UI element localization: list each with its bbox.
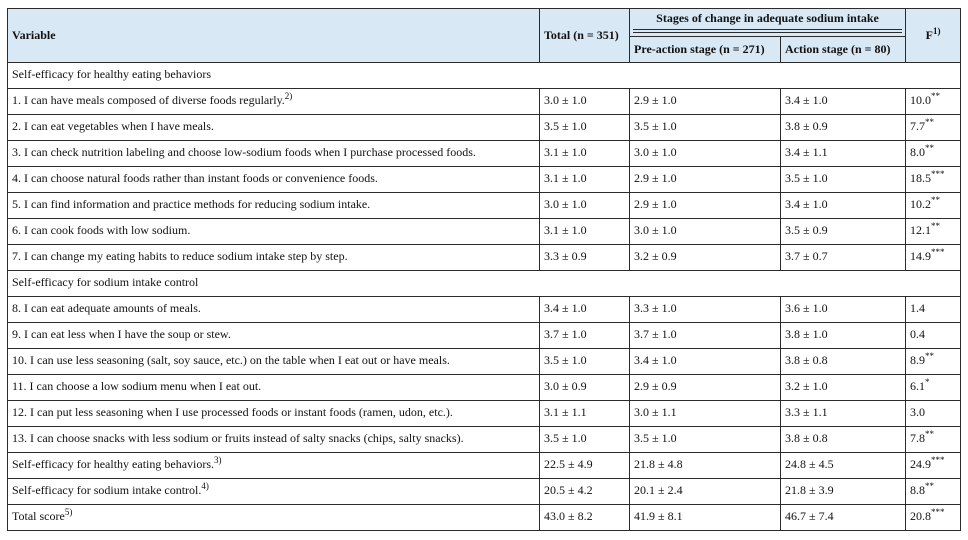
cell-pre-action: 3.5 ± 1.0 [630,427,781,453]
significance-marker: *** [931,247,945,257]
cell-total: 22.5 ± 4.9 [540,453,630,479]
table-row [8,505,961,531]
table-row [8,401,961,427]
header-pre-action: Pre-action stage (n = 271) [630,37,781,63]
table-row [8,115,961,141]
cell-total: 20.5 ± 4.2 [540,479,630,505]
significance-marker: ** [931,195,941,205]
section-heading: Self-efficacy for healthy eating behaviors [8,63,961,89]
cell-variable [8,167,540,193]
variable-footnote: 5) [64,507,73,517]
header-total: Total (n = 351) [540,9,630,63]
cell-f [906,401,961,427]
table-header [8,9,961,63]
cell-f [906,89,961,115]
table-body [8,63,961,531]
cell-f [906,115,961,141]
cell-variable [8,427,540,453]
table-row [8,297,961,323]
cell-total: 3.7 ± 1.0 [540,323,630,349]
variable-text: 6. I can cook foods with low sodium. [12,223,191,237]
table-row [8,427,961,453]
cell-f [906,479,961,505]
significance-marker: ** [925,351,935,361]
cell-action: 3.6 ± 1.0 [781,297,906,323]
table-row [8,141,961,167]
cell-action: 3.8 ± 1.0 [781,323,906,349]
f-value: 10.0 [910,93,932,107]
cell-total: 3.4 ± 1.0 [540,297,630,323]
f-value: 0.4 [910,327,926,341]
table-row [8,453,961,479]
cell-action: 3.8 ± 0.8 [781,349,906,375]
f-value: 24.9 [910,457,932,471]
cell-action: 46.7 ± 7.4 [781,505,906,531]
section-row [8,63,961,89]
cell-action: 3.7 ± 0.7 [781,245,906,271]
table-row [8,89,961,115]
f-value: 8.8 [910,483,926,497]
f-value: 10.2 [910,197,932,211]
cell-action: 3.8 ± 0.8 [781,427,906,453]
variable-text: 5. I can find information and practice methods for reducing sodium intake. [12,197,371,211]
f-value: 3.0 [910,405,926,419]
cell-total: 3.0 ± 1.0 [540,89,630,115]
f-value: 7.7 [910,119,926,133]
cell-variable [8,219,540,245]
results-table [7,8,961,531]
header-stages [630,9,906,37]
cell-pre-action: 2.9 ± 1.0 [630,193,781,219]
cell-f [906,193,961,219]
cell-pre-action: 2.9 ± 1.0 [630,167,781,193]
variable-text: 2. I can eat vegetables when I have meals. [12,119,214,133]
variable-text: 1. I can have meals composed of diverse foods regularly. [12,93,285,107]
cell-action: 3.4 ± 1.0 [781,193,906,219]
table-row [8,167,961,193]
cell-f [906,141,961,167]
table-row [8,245,961,271]
cell-f [906,505,961,531]
cell-variable [8,89,540,115]
cell-action: 3.2 ± 1.0 [781,375,906,401]
cell-variable [8,479,540,505]
cell-f [906,375,961,401]
header-stages-double-rule [633,29,902,33]
table-row [8,323,961,349]
f-value: 8.0 [910,145,926,159]
table-row [8,479,961,505]
header-f [906,9,961,63]
variable-text: 9. I can eat less when I have the soup or stew. [12,327,231,341]
cell-variable [8,453,540,479]
cell-pre-action: 2.9 ± 0.9 [630,375,781,401]
table-row [8,349,961,375]
significance-marker: ** [931,221,941,231]
header-f-label: F [925,28,933,42]
cell-total: 3.1 ± 1.0 [540,167,630,193]
table-row [8,219,961,245]
significance-marker: ** [925,143,935,153]
variable-text: Self-efficacy for healthy eating behaviors. [12,457,215,471]
cell-variable [8,297,540,323]
cell-total: 3.1 ± 1.1 [540,401,630,427]
cell-f [906,167,961,193]
cell-pre-action: 3.3 ± 1.0 [630,297,781,323]
cell-action: 3.3 ± 1.1 [781,401,906,427]
section-heading: Self-efficacy for sodium intake control [8,271,961,297]
variable-text: 13. I can choose snacks with less sodium or fruits instead of salty snacks (chips, salty snacks). [12,431,464,445]
variable-footnote: 4) [201,481,209,491]
f-value: 8.9 [910,353,926,367]
header-f-footnote: 1) [932,26,941,36]
cell-action: 3.8 ± 0.9 [781,115,906,141]
cell-action: 3.4 ± 1.1 [781,141,906,167]
f-value: 14.9 [910,249,932,263]
cell-variable [8,141,540,167]
variable-text: 7. I can change my eating habits to reduce sodium intake step by step. [12,249,348,263]
variable-text: 11. I can choose a low sodium menu when I eat out. [12,379,262,393]
table-row [8,193,961,219]
variable-text: 8. I can eat adequate amounts of meals. [12,301,201,315]
cell-f [906,349,961,375]
cell-pre-action: 20.1 ± 2.4 [630,479,781,505]
cell-pre-action: 21.8 ± 4.8 [630,453,781,479]
cell-action: 3.5 ± 0.9 [781,219,906,245]
cell-action: 3.4 ± 1.0 [781,89,906,115]
variable-text: 4. I can choose natural foods rather than instant foods or convenience foods. [12,171,378,185]
cell-pre-action: 3.0 ± 1.1 [630,401,781,427]
cell-f [906,297,961,323]
significance-marker: *** [931,507,945,517]
cell-f [906,219,961,245]
cell-total: 43.0 ± 8.2 [540,505,630,531]
cell-total: 3.0 ± 0.9 [540,375,630,401]
cell-total: 3.0 ± 1.0 [540,193,630,219]
section-row [8,271,961,297]
cell-variable [8,505,540,531]
variable-text: Total score [12,509,65,523]
header-stages-label: Stages of change in adequate sodium intake [656,11,879,25]
significance-marker: ** [931,91,941,101]
cell-f [906,323,961,349]
cell-action: 21.8 ± 3.9 [781,479,906,505]
cell-pre-action: 3.2 ± 0.9 [630,245,781,271]
cell-f [906,453,961,479]
cell-pre-action: 3.0 ± 1.0 [630,219,781,245]
variable-footnote: 3) [214,455,222,465]
header-action: Action stage (n = 80) [781,37,906,63]
f-value: 20.8 [910,509,932,523]
cell-total: 3.1 ± 1.0 [540,219,630,245]
cell-pre-action: 3.0 ± 1.0 [630,141,781,167]
cell-pre-action: 2.9 ± 1.0 [630,89,781,115]
f-value: 1.4 [910,301,926,315]
significance-marker: *** [931,455,945,465]
variable-footnote: 2) [284,91,293,101]
f-value: 12.1 [910,223,932,237]
cell-variable [8,115,540,141]
variable-text: 3. I can check nutrition labeling and choose low-sodium foods when I purchase processed foods. [12,145,476,159]
cell-total: 3.1 ± 1.0 [540,141,630,167]
significance-marker: *** [931,169,945,179]
cell-variable [8,375,540,401]
cell-variable [8,245,540,271]
cell-variable [8,401,540,427]
variable-text: 10. I can use less seasoning (salt, soy sauce, etc.) on the table when I eat out or have meals. [12,353,450,367]
cell-variable [8,193,540,219]
cell-total: 3.5 ± 1.0 [540,427,630,453]
significance-marker: * [925,377,930,387]
significance-marker: ** [925,117,935,127]
significance-marker: ** [925,429,935,439]
table-row [8,375,961,401]
cell-total: 3.3 ± 0.9 [540,245,630,271]
cell-pre-action: 3.5 ± 1.0 [630,115,781,141]
cell-variable [8,323,540,349]
cell-total: 3.5 ± 1.0 [540,115,630,141]
cell-total: 3.5 ± 1.0 [540,349,630,375]
variable-text: 12. I can put less seasoning when I use processed foods or instant foods (ramen, udon, etc.). [12,405,453,419]
f-value: 18.5 [910,171,932,185]
cell-action: 24.8 ± 4.5 [781,453,906,479]
cell-pre-action: 3.7 ± 1.0 [630,323,781,349]
cell-f [906,245,961,271]
cell-variable [8,349,540,375]
cell-pre-action: 3.4 ± 1.0 [630,349,781,375]
significance-marker: ** [925,481,935,491]
f-value: 6.1 [910,379,926,393]
f-value: 7.8 [910,431,926,445]
cell-pre-action: 41.9 ± 8.1 [630,505,781,531]
header-variable: Variable [8,9,540,63]
variable-text: Self-efficacy for sodium intake control. [12,483,202,497]
cell-action: 3.5 ± 1.0 [781,167,906,193]
cell-f [906,427,961,453]
